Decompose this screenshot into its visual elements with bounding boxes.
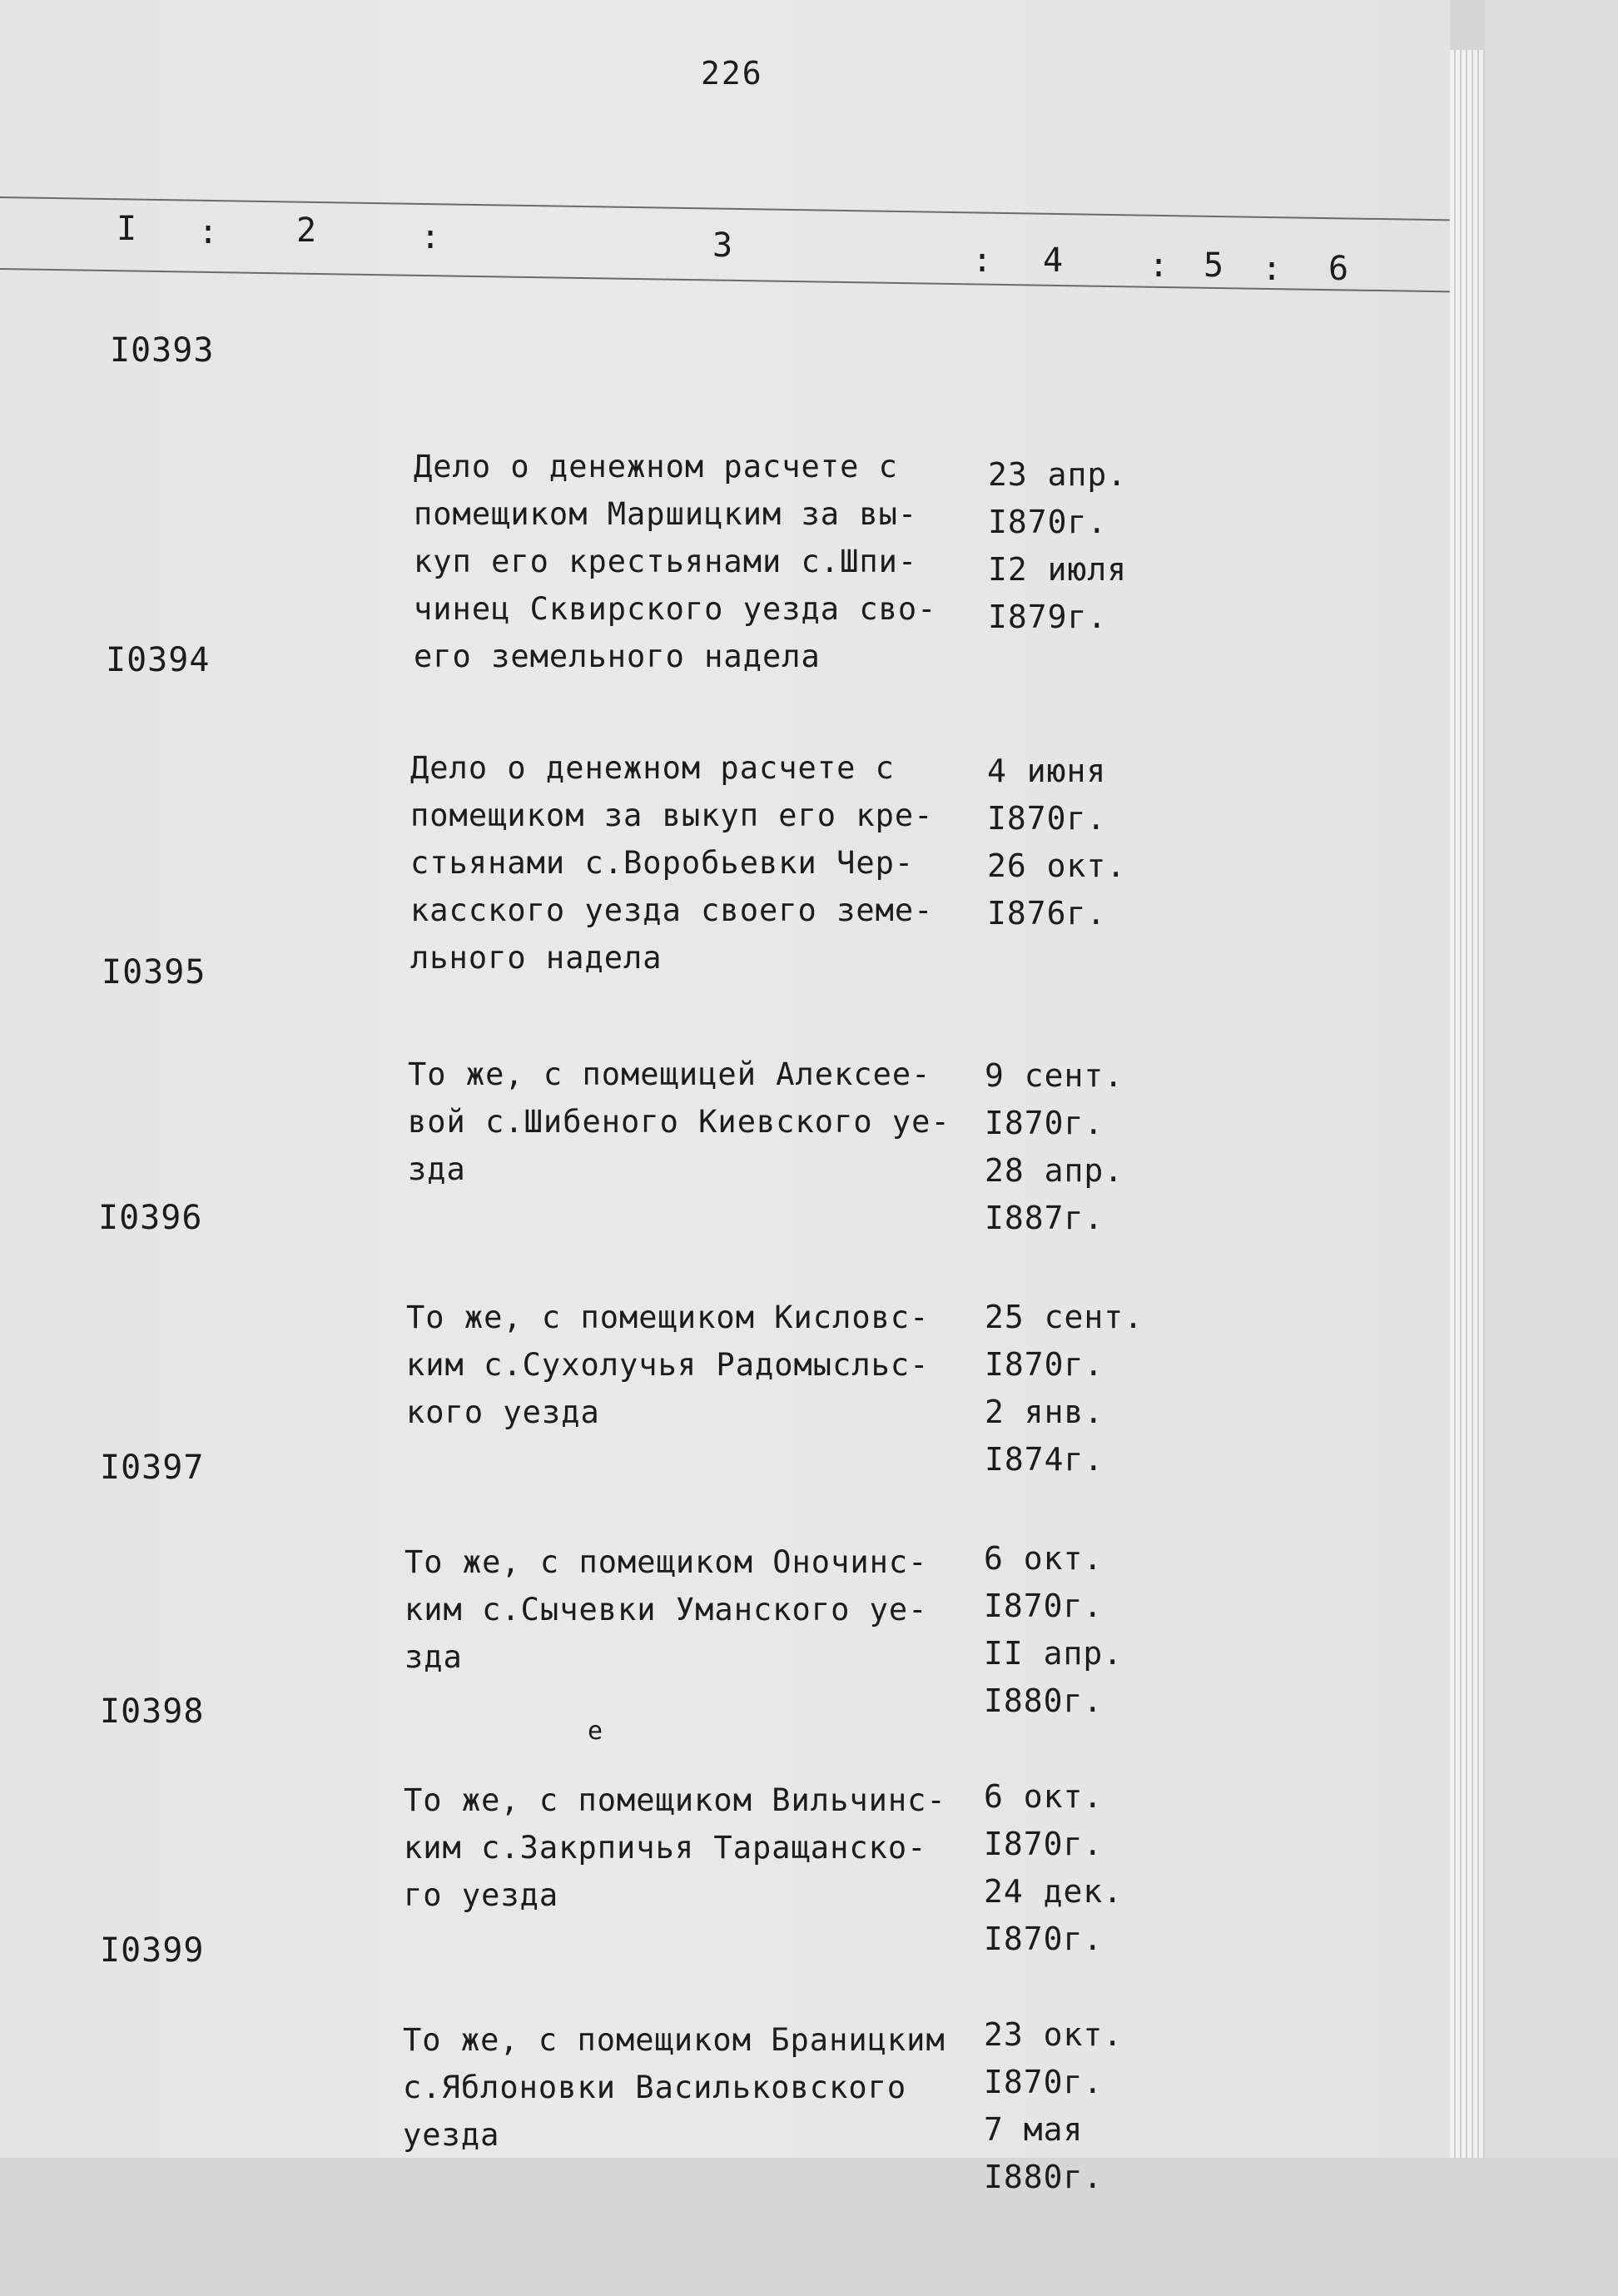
record-number: I0393 [110, 331, 215, 370]
record-description: Дело о денежном расчете с помещиком Маршицким за вы- куп его крестьянами с.Шпи- чинец Сквирского уезда сво- его земельного надела [414, 449, 937, 674]
record-description: То же, с помещиком Браницким с.Яблоновки Васильковского уезда [403, 2022, 945, 2153]
handwritten-correction: е [588, 1717, 603, 1746]
record-number: I0396 [98, 1199, 203, 1237]
record-description: Дело о денежном расчете с помещиком за выкуп его кре- стьянами с.Воробьевки Чер- касского уезда своего земе- льного надела [410, 750, 934, 976]
column-separator: : [1262, 250, 1283, 288]
column-header-6: 6 [1328, 250, 1349, 288]
record-number: I0395 [102, 953, 206, 991]
column-separator: : [1149, 246, 1169, 285]
record-dates: 4 июня I870г. 26 окт. I876г. [987, 753, 1127, 932]
column-header-1: I [117, 210, 137, 248]
page-number: 226 [701, 55, 763, 92]
record-dates: 9 сент. I870г. 28 апр. I887г. [985, 1057, 1124, 1236]
column-header-5: 5 [1204, 246, 1224, 285]
record-dates: 6 окт. I870г. II апр. I880г. [984, 1540, 1124, 1719]
column-separator: : [420, 218, 441, 256]
record-number: I0394 [106, 641, 211, 679]
page-stack-edges [1450, 50, 1485, 2158]
column-header-3: 3 [712, 226, 733, 265]
record-dates: 6 окт. I870г. 24 дек. I870г. [984, 1778, 1124, 1957]
backdrop [1485, 0, 1618, 2158]
record-description: То же, с помещиком Вильчинс- ким с.Закрпичья Таращанско- го уезда [404, 1782, 946, 1913]
column-header-4: 4 [1043, 241, 1064, 280]
record-number: I0397 [100, 1449, 205, 1487]
column-separator: : [972, 241, 993, 280]
record-number: I0398 [100, 1692, 205, 1731]
record-dates: 23 апр. I870г. I2 июля I879г. [988, 456, 1128, 635]
record-description: То же, с помещиком Оночинс- ким с.Сычевки Уманского уе- зда [404, 1544, 928, 1675]
column-header-2: 2 [296, 211, 317, 250]
column-separator: : [198, 213, 219, 251]
record-number: I0399 [100, 1931, 205, 1970]
record-dates: 23 окт. I870г. 7 мая I880г. [984, 2016, 1124, 2195]
record-dates: 25 сент. I870г. 2 янв. I874г. [985, 1299, 1144, 1478]
record-description: То же, с помещиком Кисловс- ким с.Сухолучья Радомысльс- кого уезда [406, 1300, 930, 1430]
record-description: То же, с помещицей Алексее- вой с.Шибеного Киевского уе- зда [408, 1056, 950, 1187]
